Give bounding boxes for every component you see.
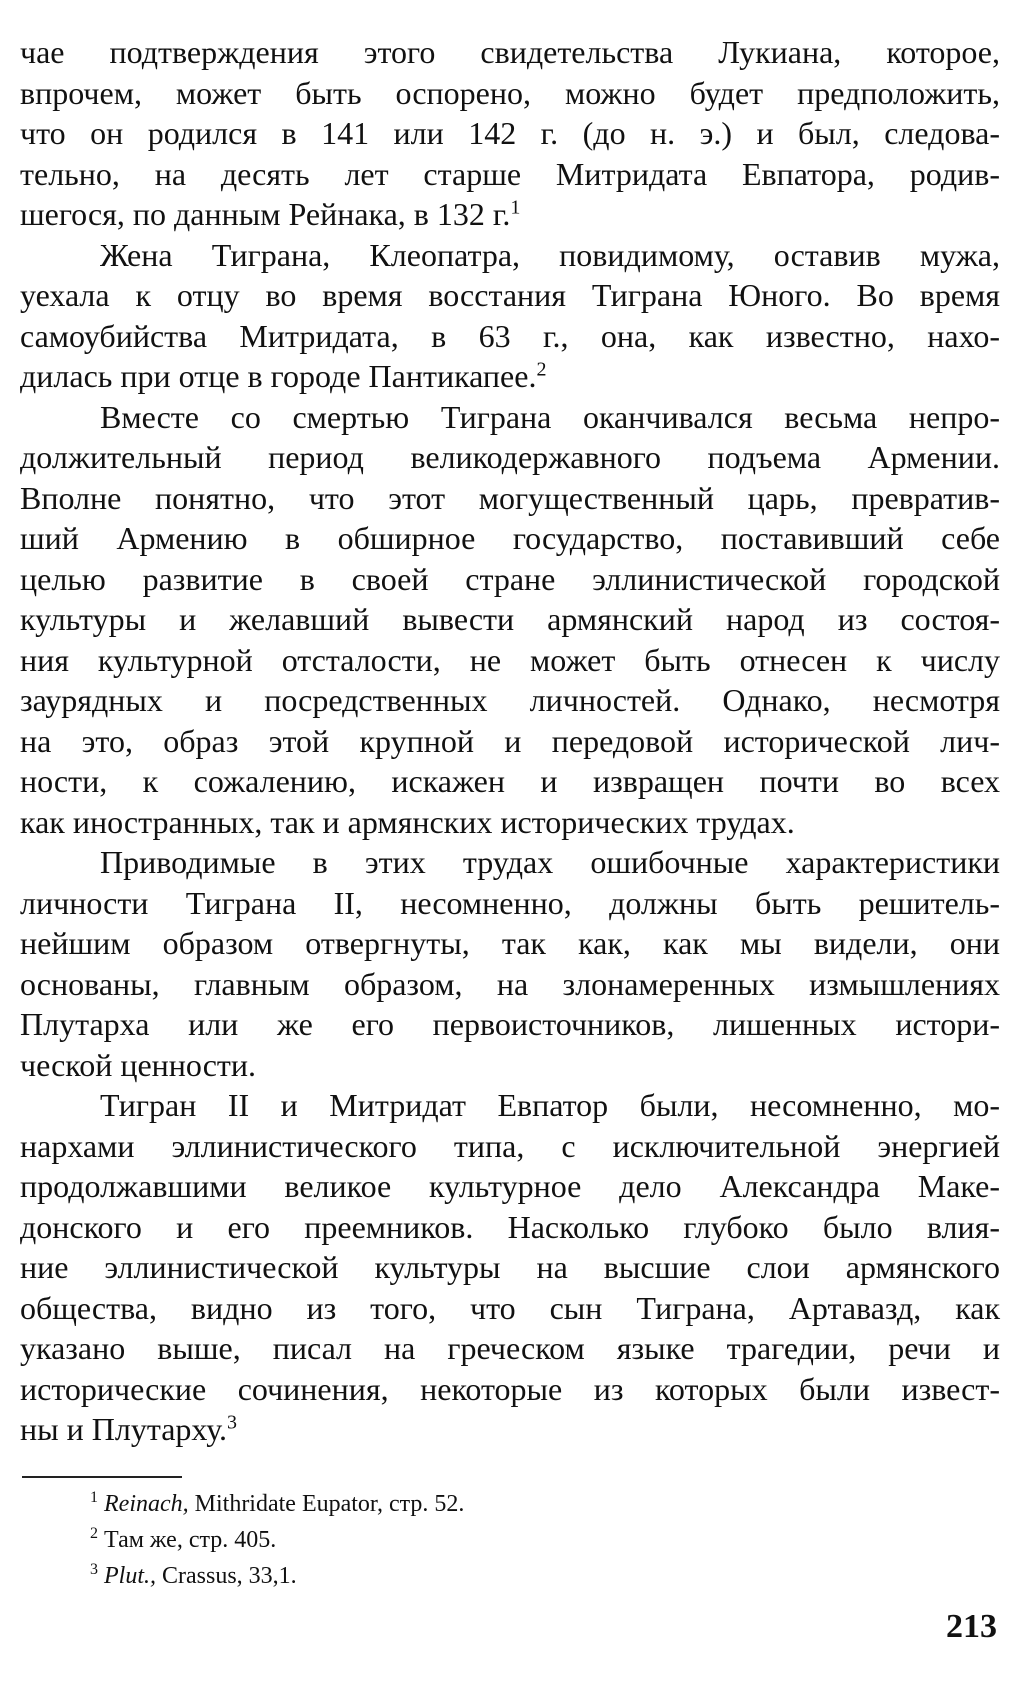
footnote-number: 3	[90, 1561, 98, 1578]
line-text: шегося, по данным Рейнака, в 132 г.	[20, 196, 511, 232]
line-text: Плутарха или же его первоисточников, лишенных истори-	[20, 1006, 1000, 1042]
footnote-reference: 2	[536, 358, 547, 381]
footnote-author: Reinach,	[104, 1491, 189, 1517]
text-line	[20, 680, 1000, 721]
line-text: основаны, главным образом, на злонамеренных измышлениях	[20, 965, 1000, 1002]
footnote-reference: 1	[510, 196, 521, 219]
text-line	[20, 1409, 1000, 1450]
line-text: что он родился в 141 или 142 г. (до н. э.) и был, следова-	[20, 115, 1000, 151]
line-text: ние эллинистической культуры на высшие слои армянского	[20, 1249, 1000, 1285]
text-line	[20, 883, 1000, 924]
footnote-number: 1	[90, 1489, 98, 1506]
line-text: должительный период великодержавного подъема Армении.	[20, 439, 1000, 475]
line-text: донского и его преемников. Насколько глубоко было влия-	[20, 1208, 1000, 1245]
text-line	[20, 640, 1000, 681]
text-line	[20, 842, 1000, 883]
line-text: впрочем, может быть оспорено, можно будет предположить,	[20, 74, 1000, 111]
text-line	[20, 154, 1000, 195]
text-line	[20, 1369, 1000, 1410]
text-line	[20, 761, 1000, 802]
text-line	[20, 113, 1000, 154]
paragraph	[20, 842, 1000, 1085]
line-text: заурядных и посредственных личностей. Однако, несмотря	[20, 682, 1000, 718]
text-line	[20, 1207, 1000, 1248]
text-line	[20, 437, 1000, 478]
footnote-reference: 3	[226, 1411, 237, 1434]
line-text: ны и Плутарху.	[20, 1411, 227, 1447]
main-text	[20, 32, 1000, 1450]
text-line	[20, 356, 1000, 397]
line-text: целью развитие в своей стране эллинистической городской	[20, 560, 1000, 597]
text-line	[20, 599, 1000, 640]
page-number: 213	[946, 1608, 997, 1645]
line-text: на это, образ этой крупной и передовой исторической лич-	[20, 722, 1000, 759]
footnote-number: 2	[90, 1525, 98, 1542]
text-line	[20, 1328, 1000, 1369]
text-line	[20, 275, 1000, 316]
text-line	[20, 1085, 1000, 1126]
text-line	[20, 1004, 1000, 1045]
text-line	[20, 194, 1000, 235]
text-line	[20, 1045, 1000, 1086]
text-line	[20, 235, 1000, 276]
text-line	[20, 397, 1000, 438]
line-text: Жена Тиграна, Клеопатра, повидимому, оставив мужа,	[100, 236, 1000, 273]
text-line	[20, 73, 1000, 114]
text-line	[20, 802, 1000, 843]
line-text: Вместе со смертью Тиграна оканчивался весьма непро-	[100, 398, 1000, 435]
line-text: нархами эллинистического типа, с исключительной энергией	[20, 1127, 1000, 1164]
paragraph	[20, 235, 1000, 397]
line-text: нейшим образом отвергнуты, так как, как мы видели, они	[20, 925, 1000, 961]
text-line	[20, 316, 1000, 357]
line-text: Тигран II и Митридат Евпатор были, несомненно, мо-	[100, 1087, 1000, 1123]
line-text: самоубийства Митридата, в 63 г., она, как известно, нахо-	[20, 317, 1000, 354]
text-line	[20, 1247, 1000, 1288]
footnote-author: Plut.,	[104, 1563, 156, 1589]
footnote-text: Mithridate Eupator, стр. 52.	[188, 1491, 465, 1517]
text-line	[20, 1288, 1000, 1329]
line-text: исторические сочинения, некоторые из которых были извест-	[20, 1370, 1000, 1407]
footnote	[90, 1522, 464, 1558]
footnotes	[90, 1486, 464, 1594]
line-text: указано выше, писал на греческом языке трагедии, речи и	[20, 1330, 1000, 1366]
text-line	[20, 559, 1000, 600]
line-text: культуры и желавший вывести армянский народ из состоя-	[20, 601, 1000, 637]
footnote-text: Там же, стр. 405.	[104, 1527, 277, 1553]
line-text: общества, видно из того, что сын Тиграна, Артавазд, как	[20, 1289, 1000, 1326]
text-line	[20, 721, 1000, 762]
line-text: ший Армению в обширное государство, поставивший себе	[20, 520, 1000, 556]
line-text: ния культурной отсталости, не может быть отнесен к числу	[20, 641, 1000, 678]
line-text: ческой ценности.	[20, 1046, 257, 1083]
line-text: Приводимые в этих трудах ошибочные характеристики	[100, 844, 1000, 880]
paragraph	[20, 397, 1000, 843]
line-text: продолжавшими великое культурное дело Александра Маке-	[20, 1168, 1000, 1204]
line-text: ности, к сожалению, искажен и извращен почти во всех	[20, 763, 1000, 799]
footnote	[90, 1486, 464, 1522]
footnote	[90, 1558, 464, 1594]
footnote-divider	[22, 1476, 182, 1478]
paragraph	[20, 32, 1000, 235]
line-text: чае подтверждения этого свидетельства Лукиана, которое,	[20, 34, 1000, 70]
text-line	[20, 32, 1000, 73]
line-text: тельно, на десять лет старше Митридата Евпатора, родив-	[20, 155, 1000, 192]
text-line	[20, 518, 1000, 559]
paragraph	[20, 1085, 1000, 1450]
line-text: дилась при отце в городе Пантикапее.	[20, 358, 537, 394]
line-text: Вполне понятно, что этот могущественный царь, превратив-	[20, 479, 1000, 516]
text-line	[20, 1126, 1000, 1167]
text-line	[20, 1166, 1000, 1207]
text-line	[20, 964, 1000, 1005]
footnote-text: Crassus, 33,1.	[156, 1563, 297, 1589]
text-line	[20, 923, 1000, 964]
line-text: как иностранных, так и армянских исторических трудах.	[20, 803, 795, 840]
line-text: уехала к отцу во время восстания Тиграна Юного. Во время	[20, 277, 1000, 313]
text-line	[20, 478, 1000, 519]
line-text: личности Тиграна II, несомненно, должны быть решитель-	[20, 884, 1000, 921]
